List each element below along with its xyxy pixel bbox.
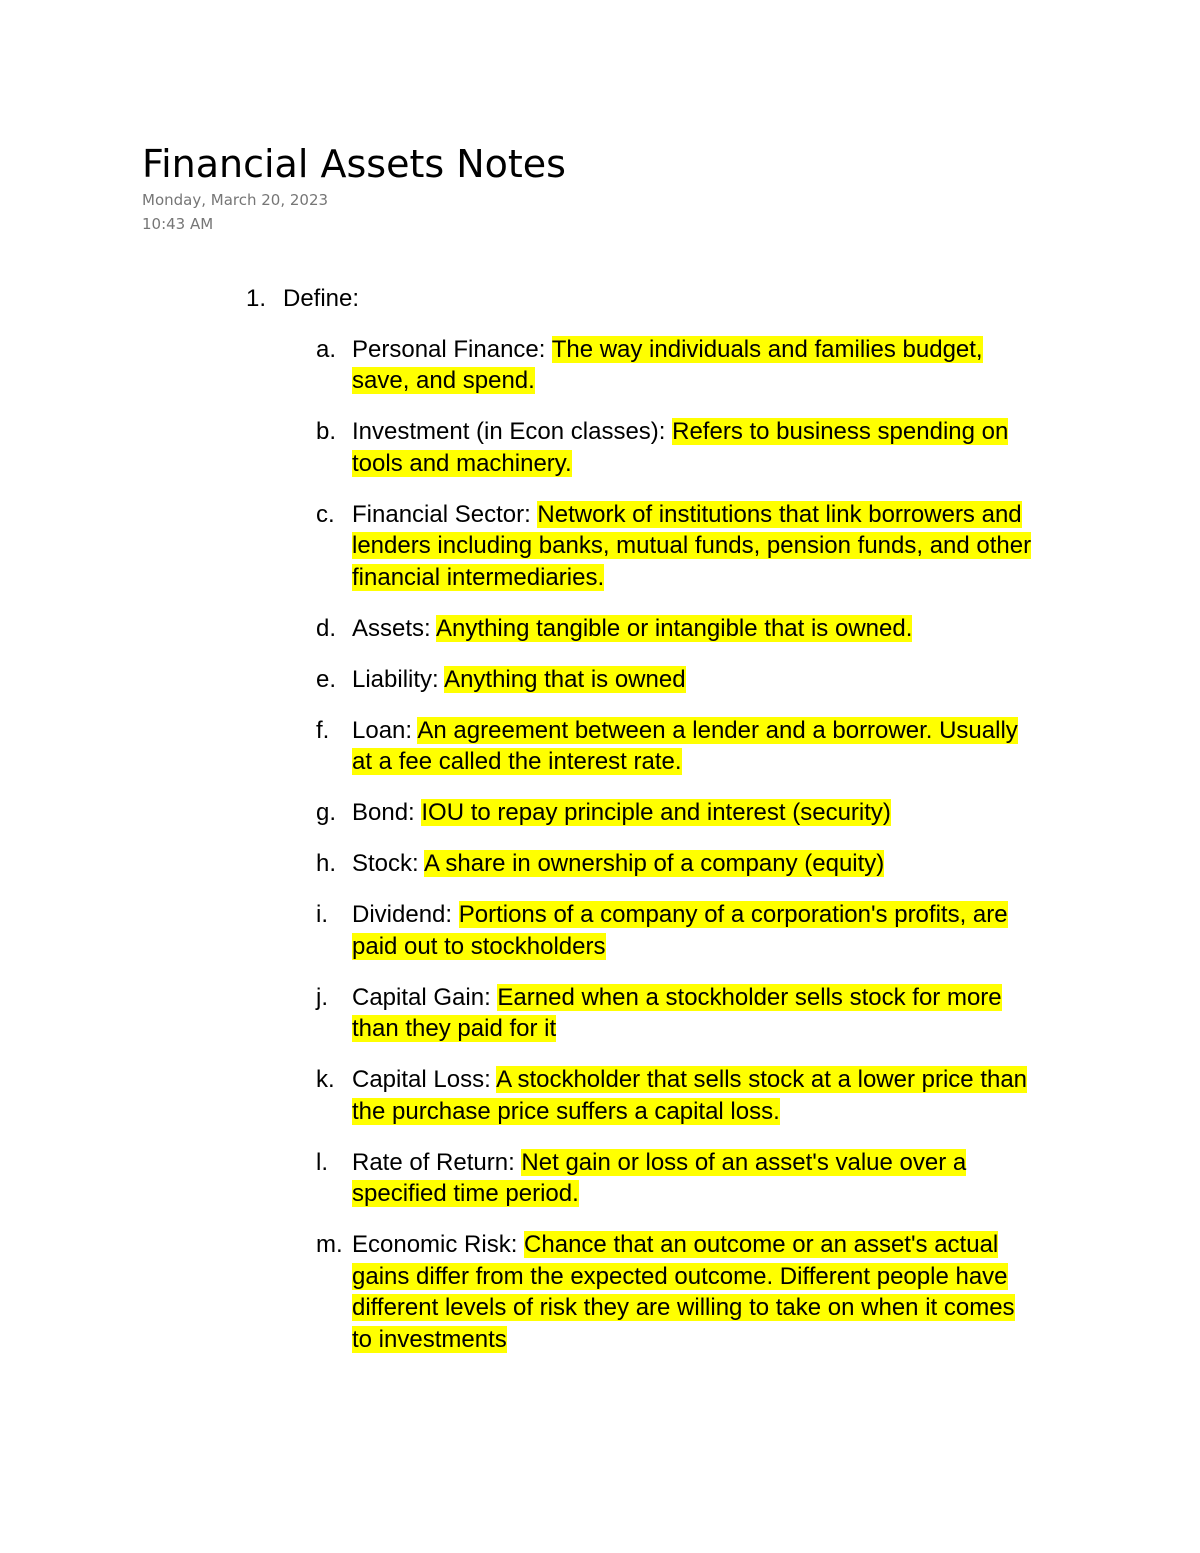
definition-term: Bond:	[352, 799, 422, 826]
definition-term: Financial Sector:	[352, 500, 538, 528]
definition-letter: a.	[316, 335, 337, 363]
definition-term: Dividend:	[352, 901, 459, 928]
highlighted-definition: An agreement between a lender and a borrower. Usually at a fee called the interest rate.	[352, 716, 1018, 775]
note-date: Monday, March 20, 2023	[142, 191, 329, 209]
definition-letter: g.	[316, 799, 337, 826]
highlighted-definition: IOU to repay principle and interest (security)	[421, 799, 891, 826]
definition-item	[316, 1229, 1036, 1355]
highlighted-definition: Anything tangible or intangible that is owned.	[436, 614, 913, 642]
highlighted-definition: Net gain or loss of an asset's value over a specified time period.	[352, 1148, 967, 1207]
definition-item	[316, 848, 1036, 880]
highlighted-definition: A stockholder that sells stock at a lower price than the purchase price suffers a capital loss.	[352, 1066, 1028, 1125]
definition-item	[316, 416, 1036, 479]
definition-term: Capital Gain:	[352, 983, 498, 1011]
note-time: 10:43 AM	[142, 215, 214, 233]
definition-term: Personal Finance:	[352, 335, 552, 363]
definition-term: Economic Risk:	[352, 1231, 525, 1258]
highlighted-definition: Earned when a stockholder sells stock for more than they paid for it	[352, 983, 1002, 1042]
definition-item	[316, 797, 1036, 829]
definition-letter: k.	[316, 1066, 335, 1093]
definition-letter: b.	[316, 418, 337, 445]
definition-letter: e.	[316, 665, 337, 693]
definition-item	[316, 899, 1036, 962]
definition-letter: i.	[316, 901, 328, 928]
definition-letter: c.	[316, 500, 335, 528]
definition-list	[316, 334, 1036, 1356]
definition-item	[316, 499, 1036, 594]
definition-letter: m.	[316, 1231, 343, 1258]
definition-item	[316, 664, 1036, 696]
outline-item-define	[246, 283, 1066, 315]
outline-heading: Define:	[283, 285, 360, 312]
outline-number: 1.	[246, 285, 267, 312]
definition-letter: d.	[316, 614, 337, 642]
definitions-outline	[246, 283, 1066, 1375]
highlighted-definition: Anything that is owned	[444, 665, 686, 693]
definition-term: Capital Loss:	[352, 1066, 497, 1093]
page-title: Financial Assets Notes	[142, 142, 566, 186]
definition-item	[316, 715, 1036, 778]
highlighted-definition: Chance that an outcome or an asset's actual gains differ from the expected outcome. Different people have different levels of risk they are willing to take on when it comes to investments	[352, 1231, 1015, 1353]
definition-item	[316, 334, 1036, 397]
definition-letter: l.	[316, 1148, 328, 1176]
highlighted-definition: A share in ownership of a company (equity)	[424, 850, 885, 877]
definition-item	[316, 1147, 1036, 1210]
highlighted-definition: Portions of a company of a corporation's profits, are paid out to stockholders	[352, 901, 1008, 960]
definition-item	[316, 613, 1036, 645]
definition-term: Investment (in Econ classes):	[352, 418, 673, 445]
definition-term: Loan:	[352, 716, 418, 744]
highlighted-definition: The way individuals and families budget, save, and spend.	[352, 335, 983, 394]
definition-term: Stock:	[352, 850, 425, 877]
definition-term: Assets:	[352, 614, 437, 642]
highlighted-definition: Network of institutions that link borrowers and lenders including banks, mutual funds, pension funds, and other financial intermediaries.	[352, 500, 1032, 591]
definition-term: Liability:	[352, 665, 445, 693]
highlighted-definition: Refers to business spending on tools and machinery.	[352, 418, 1009, 477]
definition-item	[316, 982, 1036, 1045]
definition-term: Rate of Return:	[352, 1148, 522, 1176]
definition-letter: f.	[316, 716, 330, 744]
definition-item	[316, 1064, 1036, 1127]
definition-letter: j.	[316, 983, 328, 1011]
definition-letter: h.	[316, 850, 337, 877]
